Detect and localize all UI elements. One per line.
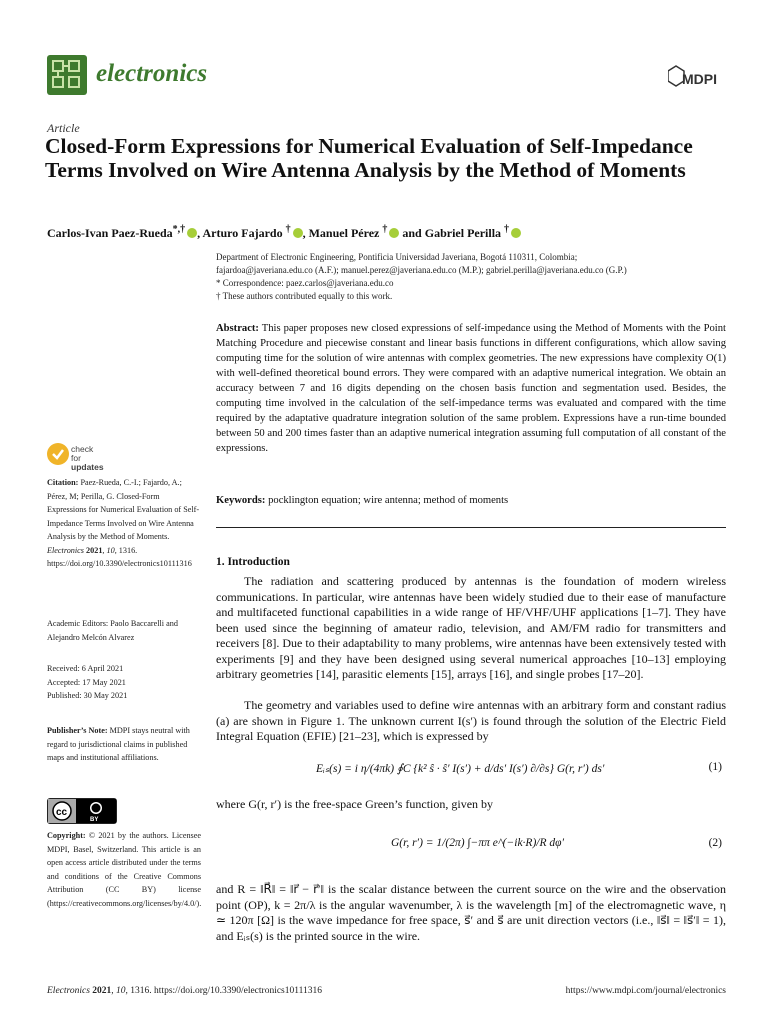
svg-text:BY: BY <box>90 817 99 823</box>
citation-doi[interactable]: , 1316. https://doi.org/10.3390/electronics10111316 <box>47 545 192 568</box>
orcid-icon[interactable] <box>511 228 521 238</box>
footer-volume: 10 <box>116 986 126 996</box>
citation-label: Citation: <box>47 478 79 487</box>
article-dates <box>47 662 201 703</box>
check-updates-icon <box>47 443 69 465</box>
pubnote-label: Publisher’s Note: <box>47 726 108 735</box>
author-name: Gabriel Perilla <box>424 226 502 240</box>
footer-doi[interactable]: , 1316. https://doi.org/10.3390/electronics10111316 <box>125 986 323 996</box>
citation-text: Paez-Rueda, C.-I.; Fajardo, A.; Pérez, M; Perilla, G. Closed-Form Expressions for Numerical Evaluation of Self-Impedance Terms Involved on Wire Antenna Analysis by the Method of Moments. <box>47 478 200 541</box>
equation-body: Eᵢₛ(s) = i η/(4πk) ∮C {k² ŝ · ŝ′ I(s′) + d/ds′ I(s′) ∂/∂s} G(r, r′) ds′ <box>316 763 605 775</box>
citation-year: 2021 <box>86 545 103 555</box>
orcid-icon[interactable] <box>389 228 399 238</box>
citation-journal: Electronics <box>47 545 84 555</box>
article-type: Article <box>47 121 80 135</box>
accepted-date: Accepted: 17 May 2021 <box>47 677 126 687</box>
abstract-text: This paper proposes new closed expressions of self-impedance using the Method of Moments with the Point Matching Procedure and piecewise constant and linear basis functions in different configurations, which allow saving computing time for the solution of wire antennas with complex geometries. The new expressions have complexity O(1) with well-defined theoretical bound errors. They were compared with an adaptive numerical integration. We obtain an accuracy between 7 and 16 digits depending on the chosen basis function and segmentation used. Besides, the computing time involved in the calculation of the self-impedance terms was evaluated and compared with the time required by the adaptative quadrature integration solution of the same problem. Expressions have a run-time bounded between 50 and 200 times faster than an adaptive numerical integration assuming full computation of all constant of the expressions. <box>216 323 726 454</box>
divider <box>216 527 726 528</box>
footer-citation: Electronics 2021, 10, 1316. https://doi.org/10.3390/electronics10111316 <box>47 986 323 996</box>
paragraph: where G(r, r′) is the free-space Green’s function, given by <box>216 797 494 811</box>
orcid-icon[interactable] <box>293 228 303 238</box>
author-name: Arturo Fajardo <box>202 226 283 240</box>
author-mark: † <box>504 224 510 235</box>
equation-body: G(r, r′) = 1/(2π) ∫−ππ e^(−ik·R)/R dφ′ <box>391 837 565 849</box>
page-title: Closed-Form Expressions for Numerical Evaluation of Self-Impedance Terms Involved on Wire Antenna Analysis by the Method of Moments <box>45 134 693 182</box>
equal-contribution: † These authors contributed equally to this work. <box>216 291 393 301</box>
publisher-note <box>47 724 201 765</box>
paragraph: The geometry and variables used to define wire antennas with an arbitrary form and constant radius (a) are shown in Figure 1. The unknown current I(s′) is found through the solution of the Electric Field Integral Equation (EFIE) [21–23], which is expressed by <box>216 698 726 743</box>
author-mark: † <box>285 224 291 235</box>
author-separator: , <box>302 226 309 240</box>
author-mark: † <box>382 224 388 235</box>
copyright-text: © 2021 by the authors. Licensee MDPI, Basel, Switzerland. This article is an open access article distributed under the terms and conditions of the Creative Commons Attribution (CC BY) license (https://creativecommons.org/licenses/by/4.0/). <box>47 831 202 908</box>
abstract <box>216 321 726 456</box>
orcid-icon[interactable] <box>187 228 197 238</box>
svg-text:cc: cc <box>56 807 68 818</box>
copyright-label: Copyright: <box>47 831 86 840</box>
citation: Citation: Paez-Rueda, C.-I.; Fajardo, A.; Pérez, M; Perilla, G. Closed-Form Expressions for Numerical Evaluation of Self-Impedance Terms Involved on Wire Antenna Analysis by the Method of Moments. Electronics 2021, 10, 1316. https://doi.org/10.3390/electronics10111316 <box>47 478 200 568</box>
footer-journal: Electronics <box>47 986 90 996</box>
equation-2 <box>216 823 726 875</box>
correspondence: * Correspondence: paez.carlos@javeriana.edu.co <box>216 278 394 288</box>
journal-logo-icon <box>47 55 87 95</box>
section-heading: 1. Introduction <box>216 556 290 568</box>
keywords-label: Keywords: <box>216 495 266 506</box>
check-updates-line2: updates <box>71 462 104 472</box>
author-name: Carlos-Ivan Paez-Rueda <box>47 226 173 240</box>
abstract-label: Abstract: <box>216 323 259 334</box>
author-mark: *,† <box>172 224 186 235</box>
affiliation-emails: fajardoa@javeriana.edu.co (A.F.); manuel.perez@javeriana.edu.co (M.P.); gabriel.perilla@javeriana.edu.co (G.P.) <box>216 265 627 275</box>
footer-year: 2021 <box>92 986 112 996</box>
author-list <box>47 224 521 241</box>
equation-number: (1) <box>708 761 722 773</box>
journal-name: electronics <box>96 60 208 87</box>
academic-editors: Academic Editors: Paolo Baccarelli and Alejandro Melcón Alvarez <box>47 619 178 642</box>
affiliations <box>216 251 726 303</box>
cc-by-license-icon[interactable] <box>47 798 117 824</box>
author-and: and <box>402 226 422 240</box>
received-date: Received: 6 April 2021 <box>47 664 124 673</box>
equation-1 <box>216 750 726 790</box>
author-separator: , <box>197 226 203 240</box>
mdpi-logo-icon <box>668 64 726 94</box>
keywords-text: pocklington equation; wire antenna; method of moments <box>268 495 509 506</box>
copyright <box>47 829 201 910</box>
paragraph: The radiation and scattering produced by antennas is the foundation of modern wireless communications. In particular, wire antennas have been widely studied due to their ease of manufacture and multifaceted functional capabilities in a wide range of HF/VHF/UHF applications [1–7]. They have been used since the beginning of amateur radio, television, and AM/FM radio for transmitters and receivers [8]. Due to their adaptability to many problems, wire antennas have been extensively tested with experiments [9] and they have been designed using several numerical approaches [10–13] employing arbitrary geometries [14], parasitic elements [15], arrays [16], and single probes [17–20]. <box>216 574 726 681</box>
published-date: Published: 30 May 2021 <box>47 691 128 700</box>
check-updates-line1: check for <box>71 444 94 463</box>
paragraph: and R = ‖R⃗‖ = ‖r⃗ − r⃗′‖ is the scalar distance between the current source on the wire and the observation point (OP), k = 2π/λ is the angular wavenumber, λ is the wavelength [m] of the electromagnetic wave, η ≃ 120π [Ω] is the wave impedance for free space, s⃗′ and s⃗ are unit direction vectors (i.e., ‖s⃗‖ = ‖s⃗′‖ = 1), and Eᵢₛ(s) is the printed source in the wire. <box>216 882 726 943</box>
pubnote-text: MDPI stays neutral with regard to jurisdictional claims in published maps and institutional affiliations. <box>47 726 190 762</box>
footer-journal-url[interactable]: https://www.mdpi.com/journal/electronics <box>565 986 726 996</box>
citation-volume: 10 <box>106 545 115 555</box>
keywords <box>216 495 726 506</box>
author-name: Manuel Pérez <box>308 226 380 240</box>
equation-number: (2) <box>708 837 722 849</box>
affiliation-line: Department of Electronic Engineering, Pontificia Universidad Javeriana, Bogotá 110311, Colombia; <box>216 252 578 262</box>
svg-text:MDPI: MDPI <box>682 71 717 87</box>
